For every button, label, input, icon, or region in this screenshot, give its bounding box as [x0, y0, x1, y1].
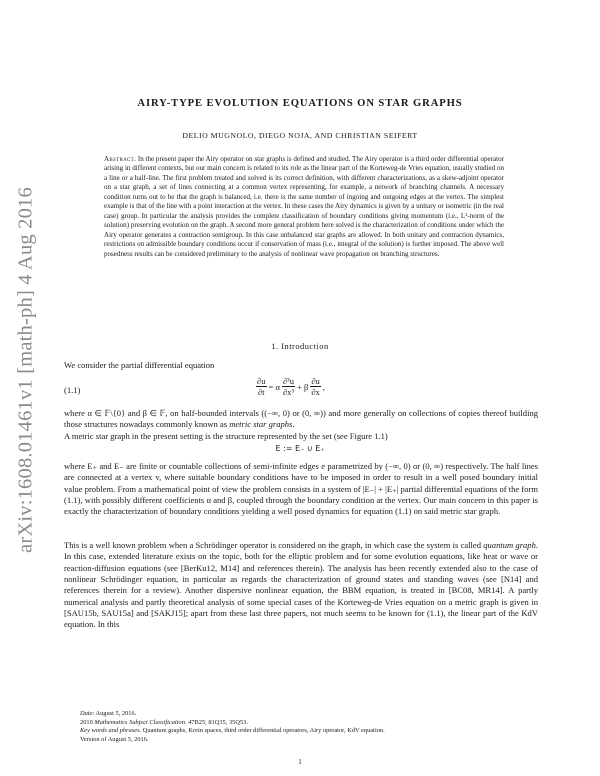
footnote-version: Version of August 5, 2016. — [80, 735, 149, 743]
footnotes — [80, 710, 540, 744]
footnote-label: Mathematics Subject Classification. — [94, 718, 187, 726]
paragraph-coefficients — [64, 408, 538, 431]
fraction-du-dt — [256, 376, 267, 397]
fraction-denominator: ∂x³ — [282, 387, 294, 397]
equation-body — [254, 376, 325, 397]
arxiv-identifier-stamp — [6, 170, 46, 570]
paragraph-star-graph: A metric star graph in the present setting is the structure represented by the set (see Figure 1.1) — [64, 431, 388, 441]
paragraph-text: . In this case, extended literature exists on the topic, both for the elliptic problem and for some evolution equations, like heat or wave or reaction-diffusion equations (see [BerKu12, M14] and references therein). The analysis has been recently extended also to the case of nonlinear Schrödinger equation, in particular as regards the characterization of ground states and standing waves (see [N14] and references therein for a review). Another dispersive nonlinear equation, the BBM equation, is treated in [BC08, MR14]. A partly numerical analysis and partly theoretical analysis of some special cases of the Korteweg-de Vries equation on a metric graph is given in [SAU15b, SAU15a] and [SAKJ15]; apart from these last three papers, not much seems to be known for (1.1), the linear part of the KdV equation. In this — [64, 540, 538, 630]
equation-1-1 — [64, 376, 538, 406]
footnote-value: : August 5, 2016. — [92, 710, 137, 717]
abstract-text: In the present paper the Airy operator on star graphs is defined and studied. The Airy operator is a third order differential operator arising in different contexts, but our main concern is related to its role as the linear part of the Korteweg-de Vries equation, usually studied on a line or a half-line. The first problem treated and solved is its correct definition, with different characterizations, as a skew-adjoint operator on a star graph, a set of lines connecting at a common vertex representing, for example, a network of branching channels. A necessary condition turns out to be that the graph is balanced, i.e. there is the same number of ingoing and outgoing edges at the vertex. The simplest example is that of the line with a point interaction at the vertex. In these cases the Airy dynamics is given by a unitary or isometric (in the real case) group. In particular the analysis provides the complete classification of boundary conditions giving momentum (i.e., L²-norm of the solution) preserving evolution on the graph. A second more general problem here solved is the characterization of conditions under which the Airy operator generates a contraction semigroup. In this case unbalanced star graphs are allowed. In both unitary and contraction dynamics, restrictions on admissible boundary conditions occur if conservation of mass (i.e., integral of the solution) is further imposed. The above well posedness results can be considered preliminary to the analysis of nonlinear wave propagation on branching structures. — [104, 155, 504, 258]
fraction-numerator: ∂u — [311, 376, 320, 386]
footnote-keywords — [80, 727, 540, 736]
footnote-value: 47B25, 81Q35, 35Q53. — [186, 718, 248, 726]
paragraph-text: This is a well known problem when a Schrödinger operator is considered on the graph, in which case the system is called — [64, 540, 484, 550]
footnote-label: Key words and phrases. — [80, 727, 142, 735]
abstract-label: Abstract. — [104, 155, 137, 163]
author-list: DELIO MUGNOLO, DIEGO NOJA, AND CHRISTIAN SEIFERT — [182, 131, 418, 140]
paragraph-literature — [64, 540, 538, 631]
set-equation: E := E₋ ∪ E₊ — [275, 444, 325, 453]
page-number: 1 — [298, 758, 302, 766]
footnote-prefix: 2010 — [80, 718, 95, 726]
emphasis-term: metric star graphs — [229, 419, 293, 430]
paragraph-edges: where E₊ and E₋ are finite or countable collections of semi-infinite edges e parametrized by (−∞, 0) or (0, ∞) respectively. The half lines are connected at a vertex v, where suitable boundary conditions have to be imposed in order to result in a well posed boundary initial value problem. From a mathematical point of view the problem consists in a system of |E₋| + |E₊| partial differential equations of the form (1.1), with possibly different coefficients α and β, coupled through the boundary condition at the vertex. Our main concern in this paper is exactly the characterization of boundary conditions yielding a well posed dynamics for equation (1.1) on said metric star graph. — [64, 461, 538, 517]
equation-comma: , — [322, 381, 325, 392]
paper-title: AIRY-TYPE EVOLUTION EQUATIONS ON STAR GRAPHS — [137, 98, 463, 109]
emphasis-term: quantum graph — [483, 540, 536, 550]
plus-beta: + β — [297, 381, 309, 392]
fraction-numerator: ∂³u — [282, 376, 294, 386]
paragraph-text: . — [292, 419, 295, 430]
intro-sentence: We consider the partial differential equation — [64, 360, 215, 370]
footnote-label: Date — [80, 710, 93, 717]
paragraph-text: where α ∈ 𝔽\{0} and β ∈ 𝔽, on half-bounded intervals ((−∞, 0) or (0, ∞)) and more generally on collections of copies thereof building those structures nowadays commonly known as — [64, 408, 538, 430]
equals-alpha: = α — [268, 381, 280, 392]
footnote-msc — [80, 719, 540, 728]
arxiv-identifier-text: arXiv:1608.01461v1 [math-ph] 4 Aug 2016 — [14, 187, 37, 553]
abstract — [104, 155, 504, 259]
fraction-du-dx — [310, 376, 321, 397]
fraction-d3u-dx3 — [282, 376, 295, 397]
equation-number: (1.1) — [64, 385, 81, 395]
footnote-date — [80, 710, 540, 719]
fraction-denominator: ∂t — [257, 387, 265, 397]
fraction-denominator: ∂x — [311, 387, 320, 397]
section-heading: 1. Introduction — [271, 342, 329, 351]
fraction-numerator: ∂u — [257, 376, 266, 386]
footnote-value: Quantum graphs, Krein spaces, third order differential operators, Airy operator, KdV equation. — [141, 727, 385, 735]
